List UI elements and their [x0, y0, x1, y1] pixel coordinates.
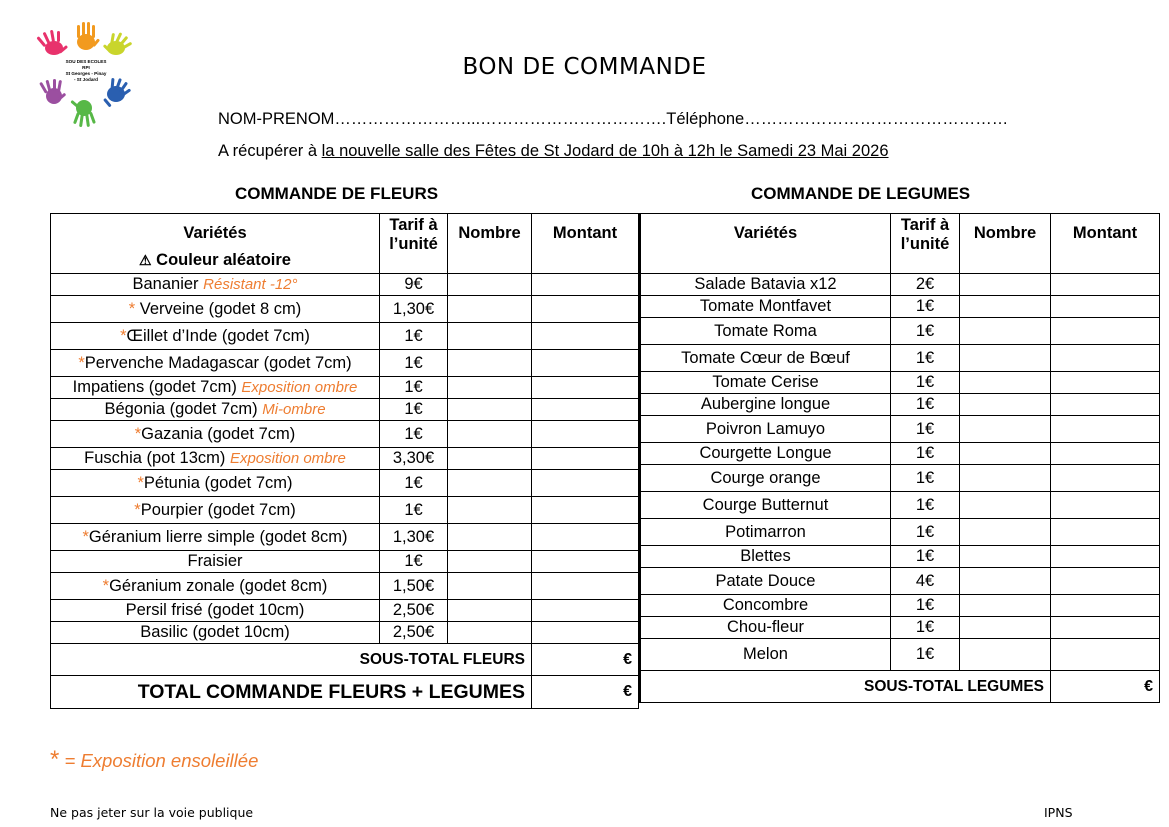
vegetables-subtotal-label: SOUS-TOTAL LEGUMES — [640, 671, 1051, 703]
logo-text-1: SOU DES ECOLES — [65, 59, 107, 64]
vegetable-name: Aubergine longue — [640, 394, 891, 416]
vegetable-quantity-input[interactable] — [960, 568, 1051, 595]
vegetable-price: 1€ — [891, 465, 960, 492]
flower-name: Pourpier (godet 7cm) — [140, 500, 296, 519]
flower-note: Mi-ombre — [262, 401, 326, 418]
flower-row — [51, 600, 639, 622]
vegetable-price: 1€ — [891, 639, 960, 671]
flower-name: Fraisier — [187, 552, 243, 570]
flower-quantity-input[interactable] — [448, 470, 532, 497]
vegetables-subtotal-row — [640, 671, 1160, 703]
flower-name: Bananier — [132, 275, 199, 293]
sun-star-icon: * — [134, 424, 142, 443]
hand-purple-icon — [39, 79, 66, 104]
vegetable-row — [640, 617, 1160, 639]
vegetable-amount-input[interactable] — [1051, 617, 1160, 639]
hand-blue-icon — [103, 78, 131, 108]
vegetables-col-tarif-line2: l’unité — [900, 235, 950, 253]
vegetable-name: Salade Batavia x12 — [640, 274, 891, 296]
vegetable-amount-input[interactable] — [1051, 568, 1160, 595]
flowers-col-tarif — [380, 214, 448, 274]
vegetable-name: Blettes — [640, 546, 891, 568]
flower-note: Exposition ombre — [229, 450, 346, 467]
flower-row — [51, 573, 639, 600]
vegetable-price: 1€ — [891, 296, 960, 318]
flower-price: 3,30€ — [380, 448, 448, 470]
flower-row — [51, 622, 639, 644]
hand-pink-icon — [36, 30, 68, 55]
vegetable-quantity-input[interactable] — [960, 345, 1051, 372]
vegetable-amount-input[interactable] — [1051, 296, 1160, 318]
vegetable-name: Courge Butternut — [640, 492, 891, 519]
flower-quantity-input[interactable] — [448, 551, 532, 573]
flower-name: Basilic (godet 10cm) — [140, 623, 290, 641]
vegetable-amount-input[interactable] — [1051, 595, 1160, 617]
flower-name: Bégonia (godet 7cm) — [104, 400, 258, 418]
flower-quantity-input[interactable] — [448, 377, 532, 399]
flower-price: 9€ — [380, 274, 448, 296]
flower-amount-input[interactable] — [532, 600, 639, 622]
flower-name: Fuschia (pot 13cm) — [84, 449, 226, 467]
vegetable-row — [640, 639, 1160, 671]
sun-star-icon: * — [82, 527, 89, 546]
flower-name-cell — [51, 524, 380, 551]
vegetable-amount-input[interactable] — [1051, 519, 1160, 546]
page-title: BON DE COMMANDE — [462, 54, 707, 80]
vegetable-amount-input[interactable] — [1051, 394, 1160, 416]
vegetables-col-montant: Montant — [1051, 214, 1160, 274]
vegetables-col-tarif-line1: Tarif à — [900, 216, 950, 234]
vegetables-col-tarif — [891, 214, 960, 274]
flower-row — [51, 274, 639, 296]
vegetable-price: 1€ — [891, 617, 960, 639]
sun-star-icon: * — [120, 326, 127, 345]
flower-name: Impatiens (godet 7cm) — [72, 378, 237, 396]
vegetable-quantity-input[interactable] — [960, 546, 1051, 568]
flower-name-cell — [51, 399, 380, 421]
vegetables-header-row — [640, 214, 1160, 274]
pickup-prefix: A récupérer à — [218, 142, 322, 160]
flower-price: 1€ — [380, 551, 448, 573]
vegetable-quantity-input[interactable] — [960, 296, 1051, 318]
flower-amount-input[interactable] — [532, 350, 639, 377]
vegetables-col-nombre: Nombre — [960, 214, 1051, 274]
hand-orange-icon — [77, 22, 100, 50]
flower-price: 1€ — [380, 470, 448, 497]
flower-quantity-input[interactable] — [448, 350, 532, 377]
vegetable-amount-input[interactable] — [1051, 465, 1160, 492]
vegetable-row — [640, 568, 1160, 595]
flower-name-cell — [51, 350, 380, 377]
flower-quantity-input[interactable] — [448, 323, 532, 350]
vegetable-row — [640, 595, 1160, 617]
flower-note: Résistant -12° — [203, 276, 298, 293]
legend-equals: = — [59, 750, 81, 771]
flower-quantity-input[interactable] — [448, 524, 532, 551]
vegetable-name: Tomate Montfavet — [640, 296, 891, 318]
flower-quantity-input[interactable] — [448, 274, 532, 296]
vegetable-price: 1€ — [891, 416, 960, 443]
random-color-warning — [51, 251, 379, 270]
vegetable-row — [640, 519, 1160, 546]
flower-amount-input[interactable] — [532, 524, 639, 551]
vegetable-row — [640, 443, 1160, 465]
vegetable-name: Tomate Cerise — [640, 372, 891, 394]
vegetables-subtotal-value[interactable]: € — [1051, 671, 1160, 703]
vegetables-section-title: COMMANDE DE LEGUMES — [751, 184, 971, 203]
grand-total-row — [51, 676, 639, 709]
flowers-header-row — [51, 214, 639, 274]
flower-price: 2,50€ — [380, 622, 448, 644]
grand-total-value[interactable]: € — [532, 676, 639, 709]
flower-name-cell — [51, 573, 380, 600]
vegetable-name: Concombre — [640, 595, 891, 617]
vegetable-quantity-input[interactable] — [960, 394, 1051, 416]
flower-amount-input[interactable] — [532, 399, 639, 421]
vegetable-name: Chou-fleur — [640, 617, 891, 639]
flower-name-cell — [51, 274, 380, 296]
flower-name: Pervenche Madagascar (godet 7cm) — [84, 353, 352, 372]
flower-name-cell — [51, 470, 380, 497]
flower-quantity-input[interactable] — [448, 448, 532, 470]
pickup-info — [218, 142, 889, 161]
vegetable-amount-input[interactable] — [1051, 639, 1160, 671]
flowers-col-tarif-line2: l’unité — [389, 235, 438, 253]
vegetable-row — [640, 318, 1160, 345]
vegetable-price: 1€ — [891, 519, 960, 546]
vegetable-row — [640, 416, 1160, 443]
sun-star-icon: * — [102, 576, 110, 595]
vegetable-quantity-input[interactable] — [960, 416, 1051, 443]
vegetable-name: Courge orange — [640, 465, 891, 492]
sun-star-icon: * — [137, 473, 144, 492]
legend — [50, 746, 258, 774]
flower-name-cell — [51, 377, 380, 399]
vegetable-quantity-input[interactable] — [960, 274, 1051, 296]
flowers-subtotal-row — [51, 644, 639, 676]
flower-name-cell — [51, 497, 380, 524]
flower-name: Verveine (godet 8 cm) — [135, 299, 302, 318]
vegetable-name: Patate Douce — [640, 568, 891, 595]
flower-name: Géranium lierre simple (godet 8cm) — [88, 527, 348, 546]
flower-amount-input[interactable] — [532, 448, 639, 470]
vegetable-price: 2€ — [891, 274, 960, 296]
flower-quantity-input[interactable] — [448, 622, 532, 644]
flower-amount-input[interactable] — [532, 274, 639, 296]
flower-amount-input[interactable] — [532, 296, 639, 323]
flower-amount-input[interactable] — [532, 421, 639, 448]
name-phone-line — [218, 110, 1008, 129]
vegetable-price: 1€ — [891, 492, 960, 519]
flowers-rows — [51, 274, 639, 644]
flower-name: Géranium zonale (godet 8cm) — [109, 576, 328, 595]
vegetable-quantity-input[interactable] — [960, 617, 1051, 639]
flower-row — [51, 323, 639, 350]
vegetable-row — [640, 394, 1160, 416]
flower-row — [51, 350, 639, 377]
flower-name-cell — [51, 323, 380, 350]
flower-row — [51, 551, 639, 573]
flower-row — [51, 448, 639, 470]
flower-price: 1€ — [380, 323, 448, 350]
flower-price: 1,30€ — [380, 524, 448, 551]
grand-total-label: TOTAL COMMANDE FLEURS + LEGUMES — [51, 676, 532, 709]
flower-row — [51, 399, 639, 421]
flower-row — [51, 524, 639, 551]
flower-amount-input[interactable] — [532, 551, 639, 573]
vegetable-name: Courgette Longue — [640, 443, 891, 465]
flower-amount-input[interactable] — [532, 377, 639, 399]
phone-field-label: .Téléphone………………………………………… — [661, 110, 1009, 128]
flower-amount-input[interactable] — [532, 573, 639, 600]
vegetable-price: 1€ — [891, 443, 960, 465]
vegetable-quantity-input[interactable] — [960, 492, 1051, 519]
footer-notice: Ne pas jeter sur la voie publique — [50, 805, 254, 820]
flower-price: 1€ — [380, 399, 448, 421]
vegetable-name: Tomate Roma — [640, 318, 891, 345]
flower-quantity-input[interactable] — [448, 497, 532, 524]
flower-quantity-input[interactable] — [448, 600, 532, 622]
vegetable-name: Poivron Lamuyo — [640, 416, 891, 443]
flower-row — [51, 470, 639, 497]
legend-star: * — [50, 746, 60, 773]
vegetable-row — [640, 465, 1160, 492]
vegetable-amount-input[interactable] — [1051, 546, 1160, 568]
flower-row — [51, 497, 639, 524]
vegetable-price: 4€ — [891, 568, 960, 595]
flower-price: 1,50€ — [380, 573, 448, 600]
vegetable-row — [640, 345, 1160, 372]
hand-yellow-icon — [103, 32, 133, 55]
flower-row — [51, 377, 639, 399]
vegetable-quantity-input[interactable] — [960, 639, 1051, 671]
vegetable-quantity-input[interactable] — [960, 465, 1051, 492]
warning-triangle-icon: ⚠ — [139, 252, 152, 268]
hand-green-icon — [70, 100, 96, 127]
vegetable-price: 1€ — [891, 318, 960, 345]
flowers-col-montant: Montant — [532, 214, 639, 274]
vegetable-quantity-input[interactable] — [960, 595, 1051, 617]
flower-name: Persil frisé (godet 10cm) — [125, 601, 305, 619]
vegetables-rows — [640, 274, 1160, 671]
logo-text-3: St Georges - Pinay — [65, 71, 107, 76]
vegetables-table — [638, 213, 1160, 703]
flower-name-cell — [51, 622, 380, 644]
vegetable-price: 1€ — [891, 595, 960, 617]
vegetable-quantity-input[interactable] — [960, 519, 1051, 546]
vegetable-price: 1€ — [891, 546, 960, 568]
vegetable-row — [640, 274, 1160, 296]
flower-note: Exposition ombre — [241, 379, 358, 396]
vegetable-name: Tomate Cœur de Bœuf — [640, 345, 891, 372]
footer-ipns: IPNS — [1044, 805, 1073, 820]
vegetable-price: 1€ — [891, 372, 960, 394]
flowers-subtotal-value[interactable]: € — [532, 644, 639, 676]
sun-star-icon: * — [134, 500, 141, 519]
flower-price: 1,30€ — [380, 296, 448, 323]
flower-name-cell — [51, 551, 380, 573]
vegetables-col-varietes: Variétés — [640, 214, 891, 274]
flower-price: 2,50€ — [380, 600, 448, 622]
flower-quantity-input[interactable] — [448, 399, 532, 421]
logo-text-4: - St Jodard — [74, 77, 98, 82]
flower-name: Pétunia (godet 7cm) — [143, 473, 293, 492]
pickup-location: la nouvelle salle des Fêtes de St Jodard de 10h à 12h le Samedi 23 Mai 2026 — [321, 142, 889, 160]
flower-price: 1€ — [380, 421, 448, 448]
flowers-col-nombre: Nombre — [448, 214, 532, 274]
name-field-label: NOM-PRENOM……………………...…………………………… — [218, 110, 662, 128]
flower-price: 1€ — [380, 350, 448, 377]
vegetable-quantity-input[interactable] — [960, 443, 1051, 465]
flowers-col-varietes — [51, 214, 380, 274]
flower-amount-input[interactable] — [532, 497, 639, 524]
flower-name: Œillet d’Inde (godet 7cm) — [126, 326, 310, 345]
vegetable-name: Melon — [640, 639, 891, 671]
vegetable-amount-input[interactable] — [1051, 274, 1160, 296]
flower-amount-input[interactable] — [532, 622, 639, 644]
flowers-subtotal-label: SOUS-TOTAL FLEURS — [51, 644, 532, 676]
vegetable-amount-input[interactable] — [1051, 416, 1160, 443]
vegetable-row — [640, 546, 1160, 568]
flower-amount-input[interactable] — [532, 323, 639, 350]
flower-row — [51, 296, 639, 323]
vegetable-row — [640, 296, 1160, 318]
flowers-col-varietes-label: Variétés — [183, 224, 247, 242]
vegetable-price: 1€ — [891, 345, 960, 372]
vegetable-quantity-input[interactable] — [960, 372, 1051, 394]
flower-name-cell — [51, 600, 380, 622]
flower-name-cell — [51, 421, 380, 448]
flower-name: Gazania (godet 7cm) — [141, 424, 296, 443]
vegetable-amount-input[interactable] — [1051, 372, 1160, 394]
flower-quantity-input[interactable] — [448, 421, 532, 448]
flower-price: 1€ — [380, 377, 448, 399]
flowers-section-title: COMMANDE DE FLEURS — [235, 184, 439, 203]
flower-name-cell — [51, 296, 380, 323]
vegetable-quantity-input[interactable] — [960, 318, 1051, 345]
flowers-table — [50, 213, 639, 709]
vegetable-row — [640, 492, 1160, 519]
vegetable-name: Potimarron — [640, 519, 891, 546]
vegetable-amount-input[interactable] — [1051, 318, 1160, 345]
flower-row — [51, 421, 639, 448]
legend-text: Exposition ensoleillée — [80, 750, 259, 771]
flower-quantity-input[interactable] — [448, 296, 532, 323]
flower-quantity-input[interactable] — [448, 573, 532, 600]
flower-name-cell — [51, 448, 380, 470]
vegetable-amount-input[interactable] — [1051, 443, 1160, 465]
flowers-col-tarif-line1: Tarif à — [389, 216, 438, 234]
flower-price: 1€ — [380, 497, 448, 524]
vegetable-amount-input[interactable] — [1051, 492, 1160, 519]
flower-amount-input[interactable] — [532, 470, 639, 497]
logo-text-2: RPI — [82, 65, 90, 70]
random-color-label: Couleur aléatoire — [156, 251, 291, 269]
sun-star-icon: * — [128, 299, 136, 318]
vegetable-amount-input[interactable] — [1051, 345, 1160, 372]
vegetable-price: 1€ — [891, 394, 960, 416]
sun-star-icon: * — [78, 353, 85, 372]
vegetable-row — [640, 372, 1160, 394]
